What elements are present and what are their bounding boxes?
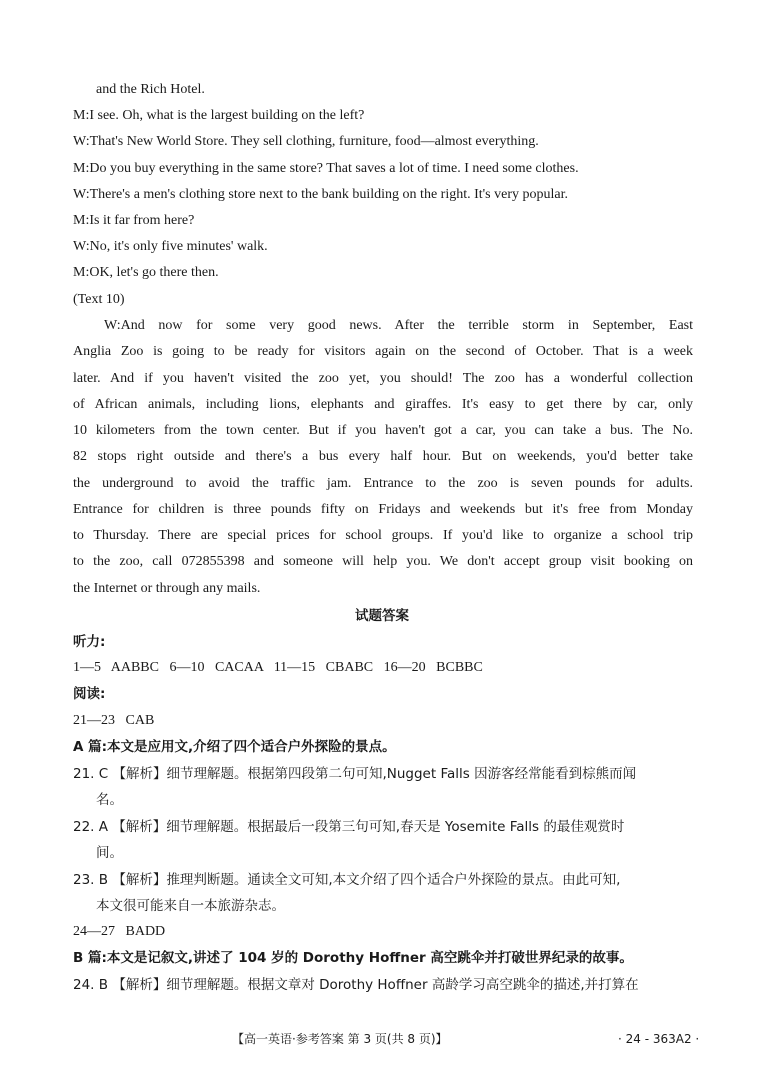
answer-explanation-23-cont: 本文很可能来自一本旅游杂志。 <box>96 898 285 914</box>
answer-explanation-24: 24. B 【解析】细节理解题。根据文章对 Dorothy Hoffner 高龄学习高空跳伞的描述,并打算在 <box>73 977 639 993</box>
answers-title: 试题答案 <box>355 608 409 624</box>
transcript-line: W:There's a men's clothing store next to the bank building on the right. It's very popular. <box>73 187 568 202</box>
answer-explanation-22-cont: 间。 <box>96 845 123 861</box>
text10-label: (Text 10) <box>73 292 125 307</box>
text10-line: Entrance for children is three pounds fifty on Fridays and weekends but it's free from Monday <box>73 502 693 517</box>
text10-line: of African animals, including lions, elephants and giraffes. It's easy to get there by car, only <box>73 397 693 412</box>
listening-answers: 1—5 AABBC 6—10 CACAA 11—15 CBABC 16—20 BCBBC <box>73 660 483 675</box>
listening-label: 听力: <box>73 634 106 650</box>
text10-line: to the zoo, call 072855398 and someone will help you. We don't accept group visit booking on <box>73 554 693 569</box>
transcript-line: M:Do you buy everything in the same store? That saves a lot of time. I need some clothes. <box>73 161 579 176</box>
passage-a-summary: A 篇:本文是应用文,介绍了四个适合户外探险的景点。 <box>73 739 396 755</box>
text10-line: 82 stops right outside and there's a bus every half hour. But on weekends, you'd better take <box>73 449 693 464</box>
text10-line: 10 kilometers from the town center. But if you haven't got a car, you can take a bus. The No. <box>73 423 693 438</box>
answer-explanation-21-cont: 名。 <box>96 792 123 808</box>
text10-line: the underground to avoid the traffic jam. Entrance to the zoo is seven pounds for adults. <box>73 476 693 491</box>
reading-answers-group1: 21—23 CAB <box>73 713 155 728</box>
text10-line: W:And now for some very good news. After the terrible storm in September, East <box>104 318 693 333</box>
reading-label: 阅读: <box>73 686 106 702</box>
text10-line: later. And if you haven't visited the zoo yet, you should! The zoo has a wonderful collection <box>73 371 693 386</box>
transcript-line: and the Rich Hotel. <box>96 82 205 97</box>
footer-code: · 24 - 363A2 · <box>618 1032 700 1046</box>
answer-explanation-21: 21. C 【解析】细节理解题。根据第四段第二句可知,Nugget Falls 因游客经常能看到棕熊而闻 <box>73 766 637 782</box>
answer-explanation-22: 22. A 【解析】细节理解题。根据最后一段第三句可知,春天是 Yosemite Falls 的最佳观赏时 <box>73 819 625 835</box>
passage-b-summary: B 篇:本文是记叙文,讲述了 104 岁的 Dorothy Hoffner 高空跳伞并打破世界纪录的故事。 <box>73 950 633 966</box>
transcript-line: W:That's New World Store. They sell clothing, furniture, food—almost everything. <box>73 134 539 149</box>
text10-line: the Internet or through any mails. <box>73 581 261 596</box>
transcript-line: M:Is it far from here? <box>73 213 195 228</box>
transcript-line: W:No, it's only five minutes' walk. <box>73 239 268 254</box>
footer-page-info: 【高一英语·参考答案 第 3 页(共 8 页)】 <box>232 1032 448 1046</box>
transcript-line: M:OK, let's go there then. <box>73 265 219 280</box>
text10-line: Anglia Zoo is going to be ready for visitors again on the second of October. That is a week <box>73 344 693 359</box>
answer-explanation-23: 23. B 【解析】推理判断题。通读全文可知,本文介绍了四个适合户外探险的景点。由此可知, <box>73 872 621 888</box>
transcript-line: M:I see. Oh, what is the largest building on the left? <box>73 108 365 123</box>
reading-answers-group2: 24—27 BADD <box>73 924 166 939</box>
text10-line: to Thursday. There are special prices for school groups. If you'd like to organize a school trip <box>73 528 693 543</box>
